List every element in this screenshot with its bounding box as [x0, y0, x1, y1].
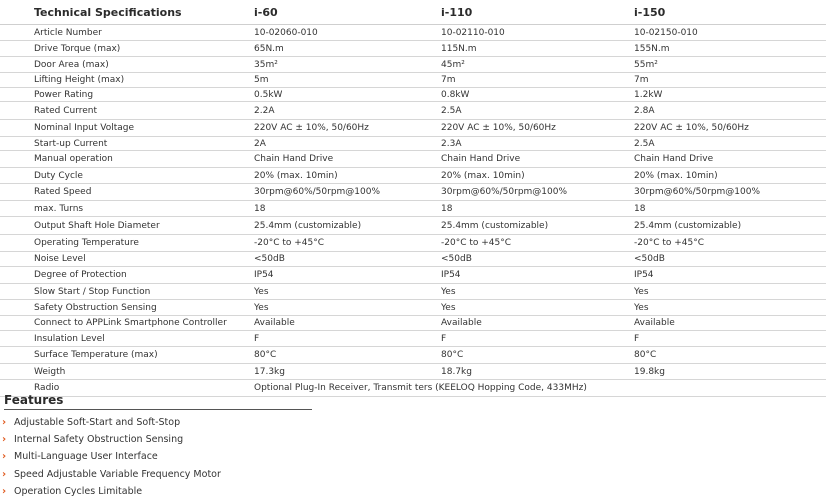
spec-label: Power Rating — [34, 89, 94, 100]
spec-value-i150: 220V AC ± 10%, 50/60Hz — [634, 123, 749, 133]
spec-value-i110: Available — [441, 318, 482, 328]
spec-value-i60: 5m — [254, 75, 269, 85]
feature-item — [0, 483, 221, 500]
spec-label: Degree of Protection — [34, 270, 127, 280]
spec-value-i150: 10-02150-010 — [634, 27, 698, 38]
spec-row — [0, 151, 826, 168]
spec-row — [0, 137, 826, 151]
spec-value-i150: 155N.m — [634, 43, 670, 54]
spec-value-i60: 2.2A — [254, 105, 275, 116]
spec-value-i150: Chain Hand Drive — [634, 154, 714, 164]
spec-value-i150: 18 — [634, 203, 646, 214]
spec-value-i110: 10-02110-010 — [441, 27, 505, 38]
spec-value-i60: 35m² — [254, 59, 278, 70]
spec-row — [0, 235, 826, 252]
spec-value-i60: 220V AC ± 10%, 50/60Hz — [254, 123, 369, 133]
spec-value-i60: 17.3kg — [254, 366, 285, 377]
feature-text: Speed Adjustable Variable Frequency Motor — [14, 468, 221, 480]
spec-value-i110: 2.5A — [441, 105, 462, 116]
feature-text: Operation Cycles Limitable — [14, 485, 143, 497]
spec-row — [0, 364, 826, 380]
spec-value-i60: 0.5kW — [254, 89, 283, 100]
spec-value-i60: 80°C — [254, 350, 277, 360]
spec-row — [0, 252, 826, 267]
spec-row — [0, 201, 826, 217]
spec-value-i60: Yes — [254, 302, 269, 313]
feature-text: Adjustable Soft-Start and Soft-Stop — [14, 417, 181, 429]
spec-value-i60: 2A — [254, 138, 266, 149]
spec-row — [0, 347, 826, 364]
spec-row — [0, 73, 826, 88]
spec-value-i150: 7m — [634, 75, 649, 85]
spec-value-i60: 65N.m — [254, 43, 284, 54]
spec-row — [0, 300, 826, 316]
spec-row — [0, 331, 826, 347]
spec-value-i110: 7m — [441, 75, 456, 85]
feature-item — [0, 448, 221, 465]
spec-value-i110: 18 — [441, 203, 453, 214]
spec-label: Nominal Input Voltage — [34, 123, 135, 133]
spec-row — [0, 57, 826, 73]
spec-value-i110: 25.4mm (customizable) — [441, 220, 549, 231]
spec-value-i60: 10-02060-010 — [254, 27, 318, 38]
spec-value-i60: -20°C to +45°C — [254, 238, 325, 248]
spec-value-i60: 20% (max. 10min) — [254, 170, 338, 181]
spec-label: Safety Obstruction Sensing — [34, 302, 157, 313]
spec-value-i110: 45m² — [441, 59, 465, 70]
spec-value-i150: F — [634, 333, 640, 344]
spec-row — [0, 168, 826, 184]
chevron-right-icon: › — [2, 451, 7, 463]
feature-text: Internal Safety Obstruction Sensing — [14, 434, 184, 446]
spec-value-i150: 1.2kW — [634, 89, 663, 100]
model-header-i60: i-60 — [254, 5, 278, 19]
spec-label: Insulation Level — [34, 333, 105, 344]
spec-label: Duty Cycle — [34, 170, 83, 181]
spec-label: Door Area (max) — [34, 59, 109, 70]
spec-label: Article Number — [34, 27, 102, 38]
spec-value-i60: Available — [254, 318, 295, 328]
spec-value-i150: IP54 — [634, 270, 654, 280]
spec-label: Rated Speed — [34, 187, 92, 197]
spec-value-i60: 25.4mm (customizable) — [254, 220, 362, 231]
spec-header-row — [0, 0, 826, 25]
spec-value-i150: 2.8A — [634, 105, 655, 116]
spec-value-i110: Yes — [441, 286, 456, 297]
spec-value-i150: 19.8kg — [634, 366, 665, 377]
spec-row — [0, 267, 826, 284]
chevron-right-icon: › — [2, 485, 7, 497]
chevron-right-icon: › — [2, 468, 7, 480]
spec-value-i110: 30rpm@60%/50rpm@100% — [441, 187, 568, 197]
feature-item — [0, 414, 221, 431]
spec-label: Connect to APPLink Smartphone Controller — [34, 318, 227, 328]
spec-row — [0, 88, 826, 102]
spec-value-i110: 220V AC ± 10%, 50/60Hz — [441, 123, 556, 133]
spec-label: Start-up Current — [34, 138, 108, 149]
features-list — [0, 414, 221, 500]
spec-value-i60: Yes — [254, 286, 269, 297]
spec-label: Surface Temperature (max) — [34, 350, 158, 360]
spec-row — [0, 102, 826, 120]
feature-item — [0, 431, 221, 448]
spec-value-i150: 25.4mm (customizable) — [634, 220, 742, 231]
spec-label: Output Shaft Hole Diameter — [34, 220, 160, 231]
spec-value-i150: 55m² — [634, 59, 658, 70]
feature-item — [0, 466, 221, 483]
spec-label: Manual operation — [34, 154, 113, 164]
spec-value-i60: IP54 — [254, 270, 274, 280]
spec-row — [0, 41, 826, 57]
spec-label: Operating Temperature — [34, 238, 139, 248]
spec-value-i110: Chain Hand Drive — [441, 154, 521, 164]
spec-value-i150: Available — [634, 318, 675, 328]
spec-value-i60: Chain Hand Drive — [254, 154, 334, 164]
spec-value-i110: F — [441, 333, 447, 344]
model-header-i110: i-110 — [441, 5, 473, 19]
spec-value-i150: 30rpm@60%/50rpm@100% — [634, 187, 761, 197]
spec-label: Rated Current — [34, 105, 98, 116]
spec-value-all-models: Optional Plug-In Receiver, Transmit ters (KEELOQ Hopping Code, 433MHz) — [254, 383, 587, 393]
spec-value-i110: <50dB — [441, 254, 472, 264]
spec-label: max. Turns — [34, 203, 84, 214]
spec-value-i150: Yes — [634, 302, 649, 313]
spec-row — [0, 184, 826, 201]
spec-label: Radio — [34, 383, 60, 393]
spec-value-i110: 20% (max. 10min) — [441, 170, 525, 181]
features-title: Features — [4, 393, 312, 410]
spec-value-i150: 80°C — [634, 350, 657, 360]
spec-row — [0, 217, 826, 235]
feature-text: Multi-Language User Interface — [14, 451, 158, 463]
spec-value-i110: 0.8kW — [441, 89, 470, 100]
spec-value-i60: F — [254, 333, 260, 344]
spec-value-i110: 2.3A — [441, 138, 462, 149]
spec-value-i110: 80°C — [441, 350, 464, 360]
spec-value-i150: Yes — [634, 286, 649, 297]
spec-label: Weigth — [34, 366, 66, 377]
spec-value-i150: -20°C to +45°C — [634, 238, 705, 248]
model-header-i150: i-150 — [634, 5, 666, 19]
spec-value-i110: 18.7kg — [441, 366, 472, 377]
chevron-right-icon: › — [2, 417, 7, 429]
spec-table-title: Technical Specifications — [34, 5, 182, 19]
spec-value-i110: -20°C to +45°C — [441, 238, 512, 248]
spec-label: Slow Start / Stop Function — [34, 286, 151, 297]
spec-value-i60: <50dB — [254, 254, 285, 264]
spec-label: Noise Level — [34, 254, 86, 264]
spec-row — [0, 284, 826, 300]
spec-value-i150: <50dB — [634, 254, 665, 264]
spec-row — [0, 120, 826, 137]
spec-value-i150: 2.5A — [634, 138, 655, 149]
spec-value-i110: IP54 — [441, 270, 461, 280]
spec-value-i60: 18 — [254, 203, 266, 214]
spec-row — [0, 316, 826, 331]
spec-label: Drive Torque (max) — [34, 43, 121, 54]
spec-value-i150: 20% (max. 10min) — [634, 170, 718, 181]
chevron-right-icon: › — [2, 434, 7, 446]
spec-value-i110: 115N.m — [441, 43, 477, 54]
spec-label: Lifting Height (max) — [34, 75, 125, 85]
spec-value-i60: 30rpm@60%/50rpm@100% — [254, 187, 381, 197]
spec-row — [0, 25, 826, 41]
spec-rows — [0, 25, 826, 397]
spec-value-i110: Yes — [441, 302, 456, 313]
